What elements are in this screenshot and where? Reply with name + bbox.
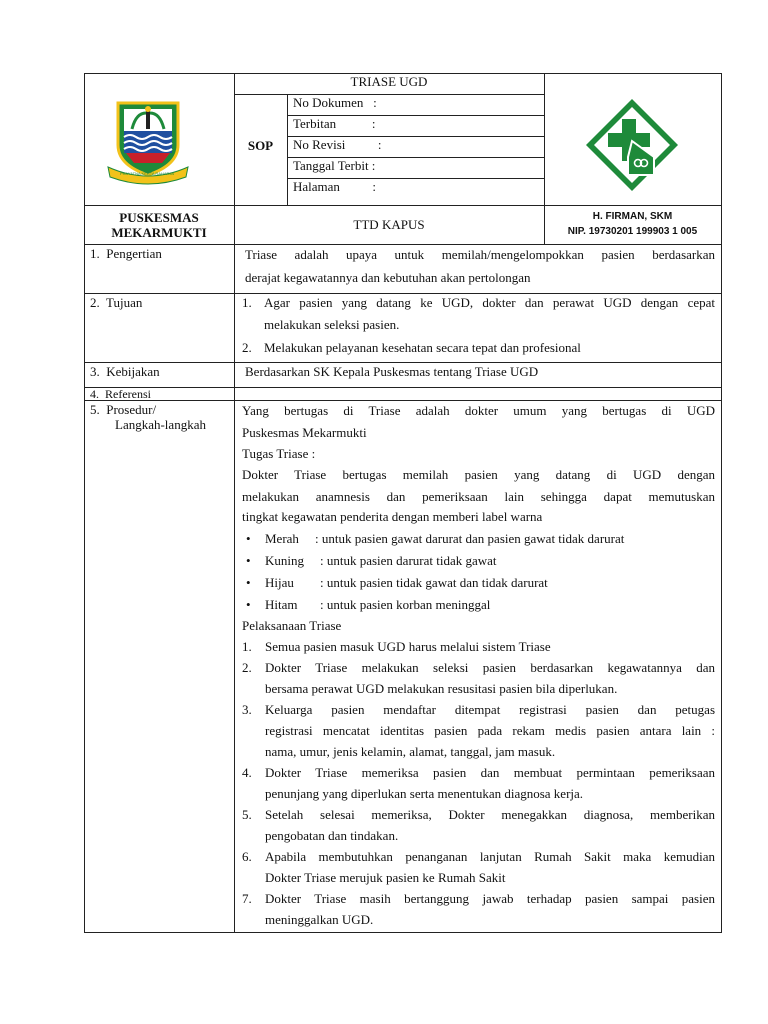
step-7-line-1: Dokter Triase masih bertanggung jawab terhadap pasien sampai pasien <box>265 891 715 906</box>
pengertian-line-1: Triase adalah upaya untuk memilah/mengelompokkan pasien berdasarkan <box>245 247 715 262</box>
step-2-line-1: Dokter Triase melakukan seleksi pasien berdasarkan kegawatannya dan <box>265 660 715 675</box>
step-6-line-1: Apabila membutuhkan penanganan lanjutan Rumah Sakit maka kemudian <box>265 849 715 864</box>
section-label-kebijakan: 3. Kebijakan <box>90 364 160 379</box>
label-hitam-name: Hitam <box>265 597 298 612</box>
bullet-icon: • <box>246 597 251 612</box>
meta-terbitan: Terbitan : <box>293 116 376 131</box>
prosedur-intro-line-2: Puskesmas Mekarmukti <box>242 425 367 440</box>
kebijakan-text: Berdasarkan SK Kepala Puskesmas tentang Triase UGD <box>245 364 539 379</box>
section-label-pengertian: 1. Pengertian <box>90 246 162 261</box>
step-3-line-3: nama, umur, jenis kelamin, alamat, tanggal, jam masuk. <box>265 744 556 759</box>
bullet-icon: • <box>246 553 251 568</box>
step-3-line-1: Keluarga pasien mendaftar ditempat registrasi pasien dan petugas <box>265 702 715 717</box>
label-merah-name: Merah <box>265 531 299 546</box>
step-4-line-2: penunjang yang diperlukan serta menentukan diagnosa kerja. <box>265 786 584 801</box>
pelaksanaan-title: Pelaksanaan Triase <box>242 618 342 633</box>
step-num-5: 5. <box>242 807 252 822</box>
tujuan-item-1-line-1: Agar pasien yang datang ke UGD, dokter dan perawat UGD dengan cepat <box>264 295 715 310</box>
label-hijau-desc: : untuk pasien tidak gawat dan tidak darurat <box>320 575 548 590</box>
label-kuning-desc: : untuk pasien darurat tidak gawat <box>320 553 497 568</box>
label-hitam-desc: : untuk pasien korban meninggal <box>320 597 491 612</box>
step-num-2: 2. <box>242 660 252 675</box>
step-num-3: 3. <box>242 702 252 717</box>
label-merah-desc: : untuk pasien gawat darurat dan pasien gawat tidak darurat <box>315 531 625 546</box>
section-label-referensi: 4. Referensi <box>90 387 151 401</box>
pengertian-line-2: derajat kegawatannya dan kebutuhan akan pertolongan <box>245 270 531 285</box>
step-7-line-2: meninggalkan UGD. <box>265 912 374 927</box>
meta-tanggal-terbit: Tanggal Terbit : <box>293 158 376 173</box>
step-5-line-1: Setelah selesai memeriksa, Dokter menegakkan diagnosa, memberikan <box>265 807 715 822</box>
step-2-line-2: bersama perawat UGD melakukan resusitasi pasien bila diperlukan. <box>265 681 618 696</box>
puskesmas-logo <box>584 97 680 193</box>
label-kuning-name: Kuning <box>265 553 304 568</box>
section-label-langkah: Langkah-langkah <box>115 417 206 432</box>
tujuan-num-1: 1. <box>242 295 252 310</box>
step-3-line-2: registrasi mencatat identitas pasien pada rekam medis pasien antara lain : <box>265 723 715 738</box>
ttd-kapus-label: TTD KAPUS <box>353 217 425 232</box>
step-num-1: 1. <box>242 639 252 654</box>
step-6-line-2: Dokter Triase merujuk pasien ke Rumah Sakit <box>265 870 506 885</box>
tujuan-num-2: 2. <box>242 340 252 355</box>
step-num-7: 7. <box>242 891 252 906</box>
tujuan-item-1-line-2: melakukan seleksi pasien. <box>264 317 400 332</box>
sop-label: SOP <box>247 138 274 153</box>
step-4-line-1: Dokter Triase memeriksa pasien dan membuat permintaan pemeriksaan <box>265 765 715 780</box>
section-label-prosedur: 5. Prosedur/ <box>90 402 157 417</box>
step-num-4: 4. <box>242 765 252 780</box>
tugas-line-2: melakukan anamnesis dan pemeriksaan lain sehingga dapat memutuskan <box>242 489 715 504</box>
meta-halaman: Halaman : <box>293 179 377 194</box>
prosedur-intro-line-1: Yang bertugas di Triase adalah dokter umum yang bertugas di UGD <box>242 403 715 418</box>
tugas-triase-title: Tugas Triase : <box>242 446 316 461</box>
document-title: TRIASE UGD <box>350 74 428 89</box>
step-num-6: 6. <box>242 849 252 864</box>
bullet-icon: • <box>246 575 251 590</box>
meta-no-dokumen: No Dokumen : <box>293 95 377 110</box>
regency-crest-logo <box>102 95 194 187</box>
signer-nip: NIP. 19730201 199903 1 005 <box>567 226 698 237</box>
signer-name: H. FIRMAN, SKM <box>592 211 673 222</box>
section-label-tujuan: 2. Tujuan <box>90 295 143 310</box>
bullet-icon: • <box>246 531 251 546</box>
step-5-line-2: pengobatan dan tindakan. <box>265 828 399 843</box>
meta-no-revisi: No Revisi : <box>293 137 382 152</box>
tugas-line-3: tingkat kegawatan penderita dengan memberi label warna <box>242 509 543 524</box>
tujuan-item-2-line-1: Melakukan pelayanan kesehatan secara tepat dan profesional <box>264 340 581 355</box>
crest-ribbon-text: PRAYATNA KERTA RAHARJA <box>120 171 175 176</box>
step-1-line-1: Semua pasien masuk UGD harus melalui sistem Triase <box>265 639 551 654</box>
org-name-line1: PUSKESMAS <box>119 210 199 225</box>
org-name-line2: MEKARMUKTI <box>111 225 207 240</box>
label-hijau-name: Hijau <box>265 575 294 590</box>
tugas-line-1: Dokter Triase bertugas memilah pasien yang datang di UGD dengan <box>242 467 715 482</box>
